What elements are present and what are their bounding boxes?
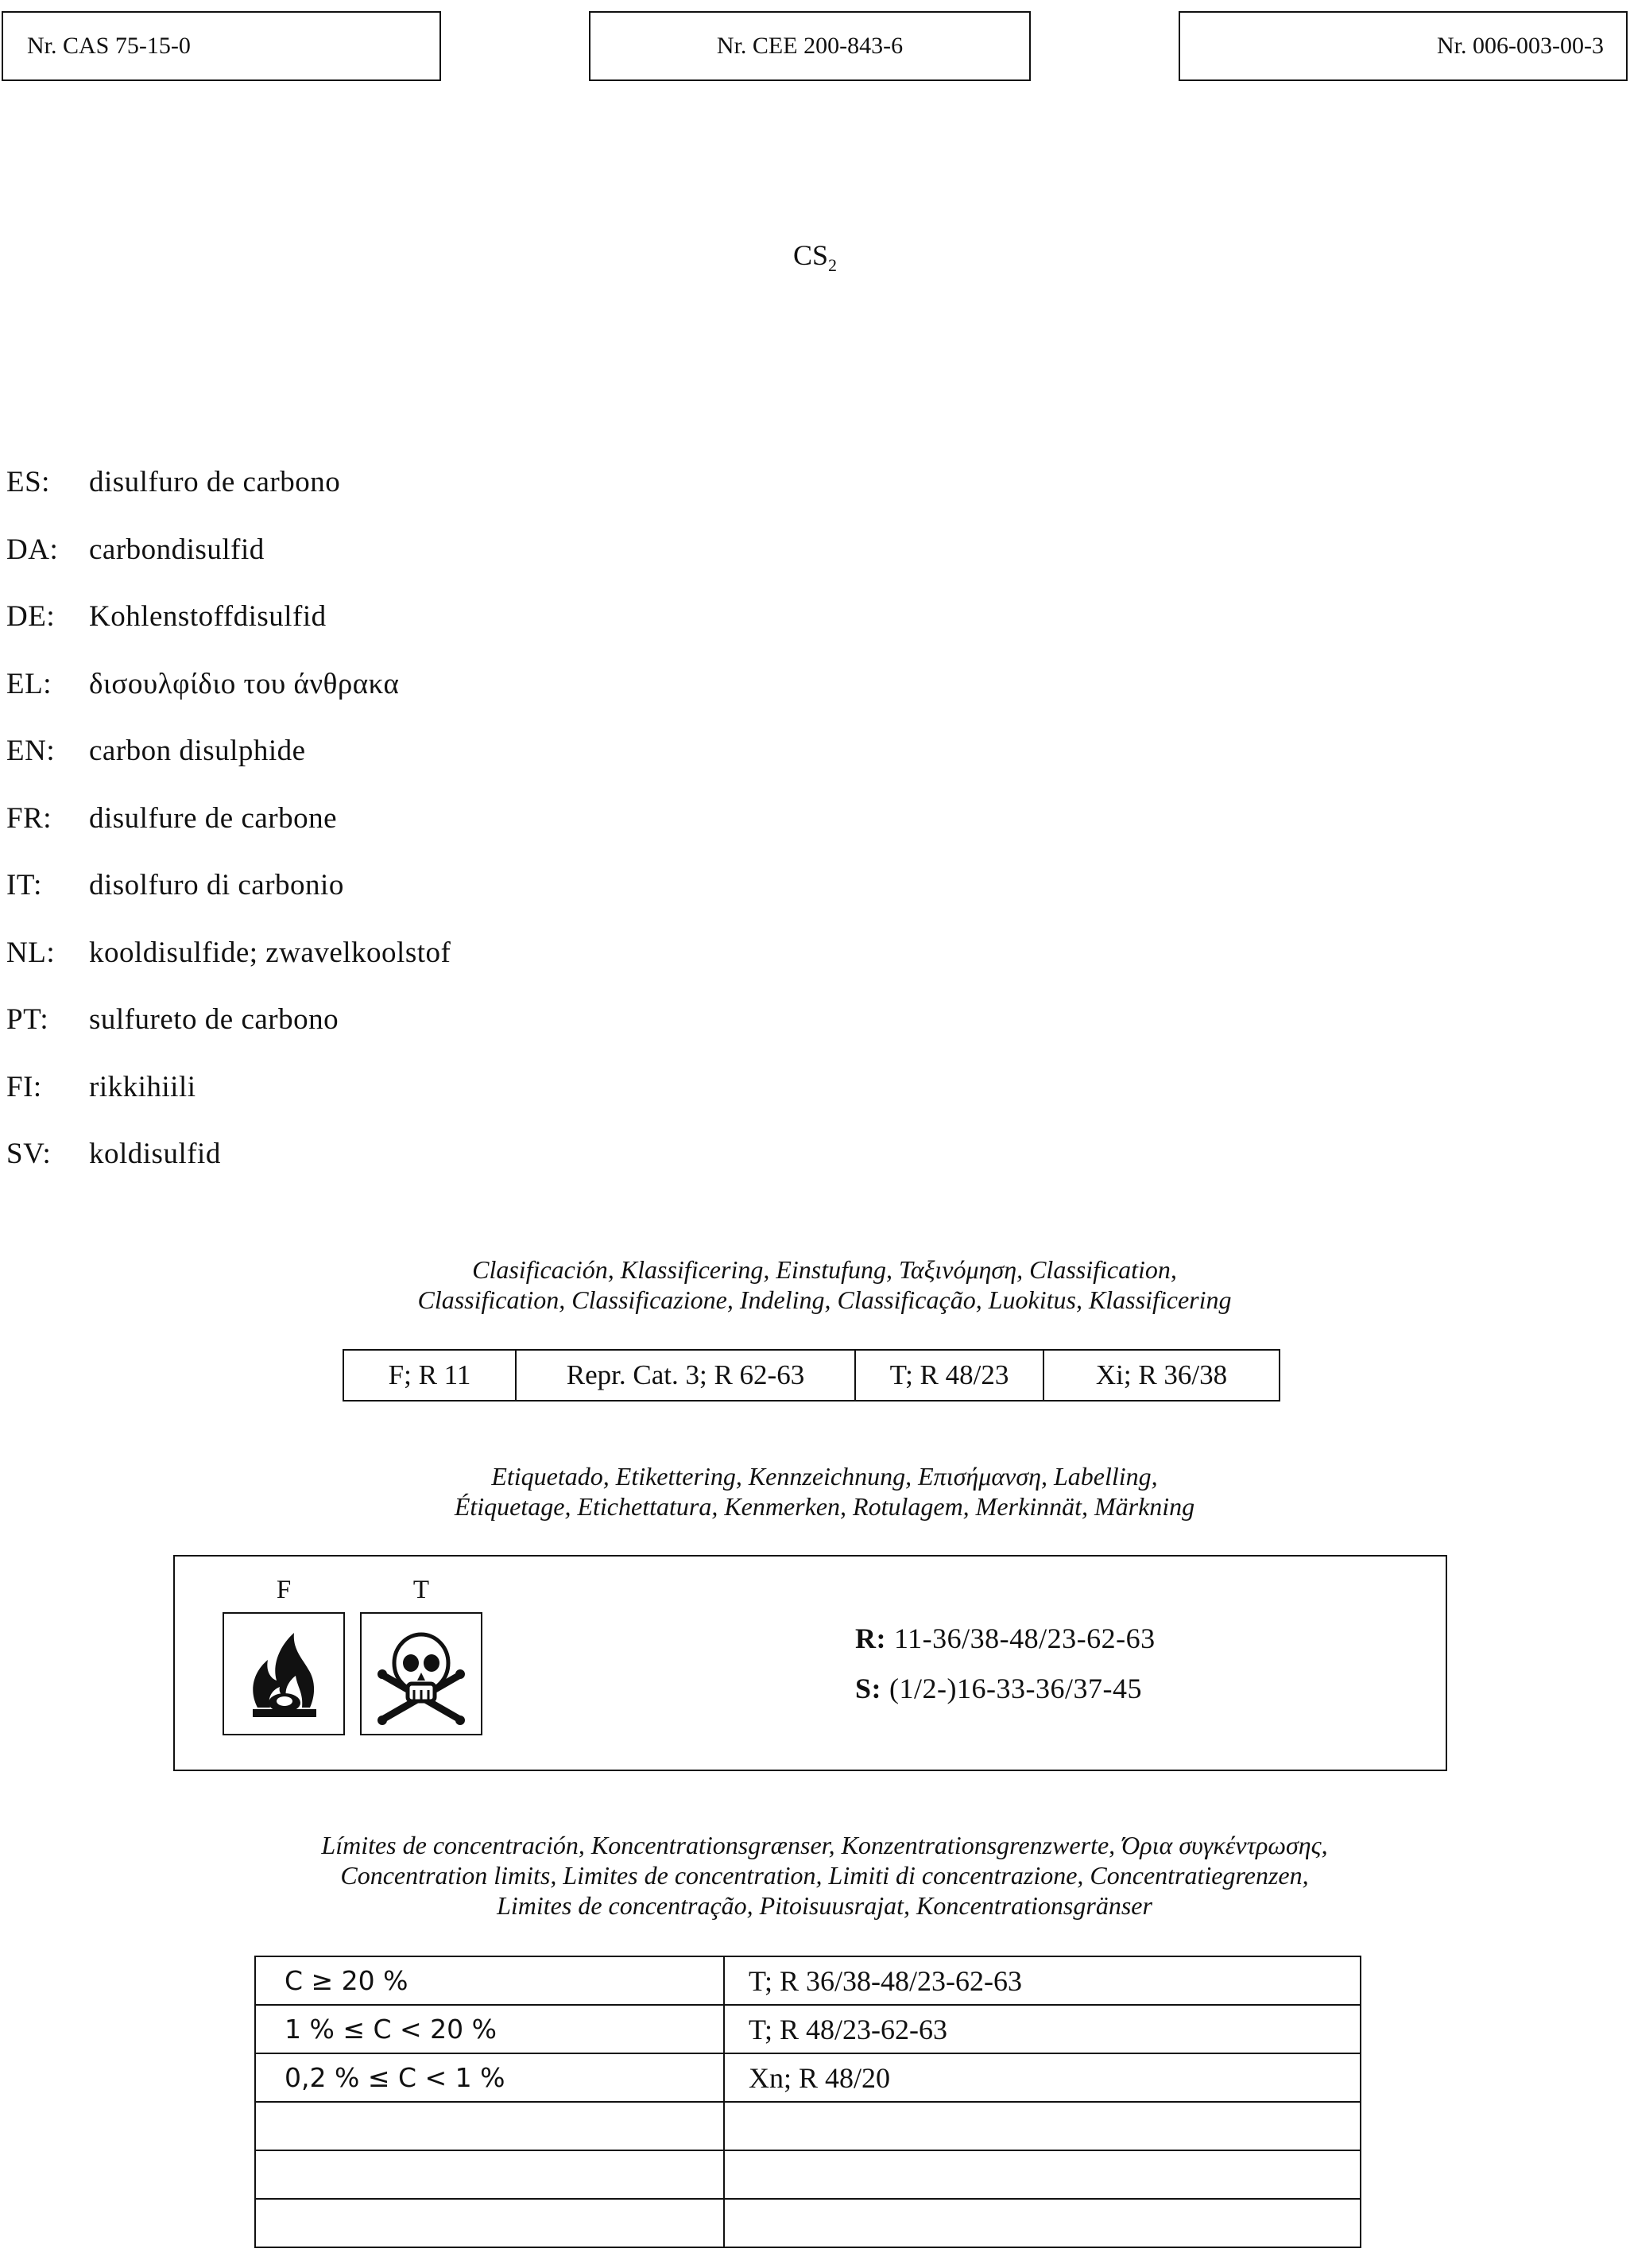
labelling-heading-line: Etiquetado, Etikettering, Kennzeichnung, Επισήμανση, Labelling, — [491, 1462, 1158, 1491]
substance-name: rikkihiili — [89, 1070, 196, 1103]
language-code: IT: — [6, 869, 42, 901]
safety-value: (1/2-)16-33-36/37-45 — [889, 1673, 1142, 1704]
substance-name: carbondisulfid — [89, 533, 265, 566]
labelling-box — [173, 1555, 1447, 1771]
table-row — [255, 2150, 1361, 2199]
name-row-fr — [6, 801, 801, 869]
concentration-class-cell: T; R 36/38-48/23-62-63 — [724, 1956, 1361, 2005]
cas-number-box — [2, 11, 441, 81]
name-row-de — [6, 599, 801, 667]
risk-label: R: — [855, 1622, 886, 1654]
table-row — [255, 2102, 1361, 2150]
name-row-it — [6, 868, 801, 936]
language-code: EN: — [6, 735, 56, 767]
concentration-limits-table — [254, 1956, 1361, 2248]
language-code: DA: — [6, 533, 59, 566]
substance-name: koldisulfid — [89, 1138, 221, 1170]
table-row — [255, 2199, 1361, 2247]
language-code: FI: — [6, 1070, 42, 1103]
language-code: ES: — [6, 466, 50, 498]
cas-number: Nr. CAS 75-15-0 — [27, 33, 191, 59]
chemical-formula — [0, 238, 1630, 276]
safety-label: S: — [855, 1673, 882, 1704]
skull-crossbones-icon-graphic — [362, 1614, 481, 1734]
concentration-heading-line: Límites de concentración, Koncentrationsgrænser, Konzentrationsgrenzwerte, Όρια συγκέντρωσης, — [321, 1831, 1328, 1859]
name-row-nl — [6, 936, 801, 1003]
name-row-da — [6, 533, 801, 600]
substance-name: sulfureto de carbono — [89, 1003, 339, 1036]
substance-name: disulfure de carbone — [89, 801, 338, 835]
symbol-letter-f: F — [276, 1576, 292, 1604]
name-row-fi — [6, 1070, 801, 1138]
classification-cell: T; R 48/23 — [856, 1351, 1044, 1400]
name-row-el — [6, 667, 801, 735]
language-code: FR: — [6, 801, 52, 835]
skull-crossbones-icon — [360, 1612, 482, 1735]
classification-cell: F; R 11 — [344, 1351, 517, 1400]
concentration-heading-line: Limites de concentração, Pitoisuusrajat, Koncentrationsgränser — [497, 1891, 1152, 1920]
safety-phrases — [855, 1672, 1142, 1705]
risk-value: 11-36/38-48/23-62-63 — [894, 1622, 1156, 1654]
index-number: Nr. 006-003-00-3 — [1437, 33, 1604, 59]
substance-names-list — [6, 465, 801, 1204]
flame-icon-graphic — [224, 1614, 343, 1734]
language-code: NL: — [6, 936, 56, 969]
language-code: DE: — [6, 600, 56, 633]
classification-cell: Repr. Cat. 3; R 62-63 — [517, 1351, 856, 1400]
cee-number-box — [589, 11, 1031, 81]
table-row — [255, 2005, 1361, 2053]
cee-number: Nr. CEE 200-843-6 — [716, 33, 904, 59]
concentration-class-cell — [724, 2199, 1361, 2247]
concentration-heading — [159, 1830, 1490, 1921]
concentration-class-cell — [724, 2150, 1361, 2199]
substance-name: δισουλφίδιο του άνθρακα — [89, 667, 400, 700]
index-number-box — [1179, 11, 1628, 81]
concentration-range-cell: C ≥ 20 % — [255, 1956, 724, 2005]
risk-phrases — [855, 1622, 1156, 1655]
concentration-range-cell: 1 % ≤ C < 20 % — [255, 2005, 724, 2053]
table-row — [255, 1956, 1361, 2005]
concentration-heading-line: Concentration limits, Limites de concentration, Limiti di concentrazione, Concentratiegrenzen, — [340, 1861, 1309, 1890]
concentration-range-cell — [255, 2102, 724, 2150]
substance-name: Kohlenstoffdisulfid — [89, 600, 327, 633]
classification-heading-line: Classification, Classificazione, Indeling, Classificação, Luokitus, Klassificering — [417, 1285, 1232, 1314]
name-row-sv — [6, 1137, 801, 1204]
concentration-range-cell: 0,2 % ≤ C < 1 % — [255, 2053, 724, 2102]
concentration-range-cell — [255, 2150, 724, 2199]
flame-icon — [223, 1612, 345, 1735]
language-code: EL: — [6, 667, 52, 700]
table-row — [255, 2053, 1361, 2102]
labelling-heading-line: Étiquetage, Etichettatura, Kenmerken, Rotulagem, Merkinnät, Märkning — [454, 1492, 1195, 1521]
substance-name: disulfuro de carbono — [89, 466, 341, 498]
concentration-class-cell — [724, 2102, 1361, 2150]
classification-table — [343, 1349, 1280, 1402]
symbol-letter-t: T — [412, 1576, 430, 1604]
labelling-heading — [238, 1461, 1411, 1522]
name-row-es — [6, 465, 801, 533]
substance-name: kooldisulfide; zwavelkoolstof — [89, 936, 451, 969]
concentration-range-cell — [255, 2199, 724, 2247]
name-row-en — [6, 734, 801, 801]
language-code: SV: — [6, 1138, 52, 1170]
classification-heading-line: Clasificación, Klassificering, Einstufung, Ταξινόμηση, Classification, — [472, 1255, 1177, 1284]
concentration-class-cell: Xn; R 48/20 — [724, 2053, 1361, 2102]
name-row-pt — [6, 1002, 801, 1070]
classification-cell: Xi; R 36/38 — [1095, 1359, 1228, 1390]
substance-name: disolfuro di carbonio — [89, 869, 344, 901]
formula-main: CS — [792, 239, 829, 271]
formula-subscript: 2 — [828, 255, 838, 276]
classification-heading — [238, 1254, 1411, 1315]
substance-name: carbon disulphide — [89, 735, 306, 767]
language-code: PT: — [6, 1003, 49, 1036]
concentration-class-cell: T; R 48/23-62-63 — [724, 2005, 1361, 2053]
